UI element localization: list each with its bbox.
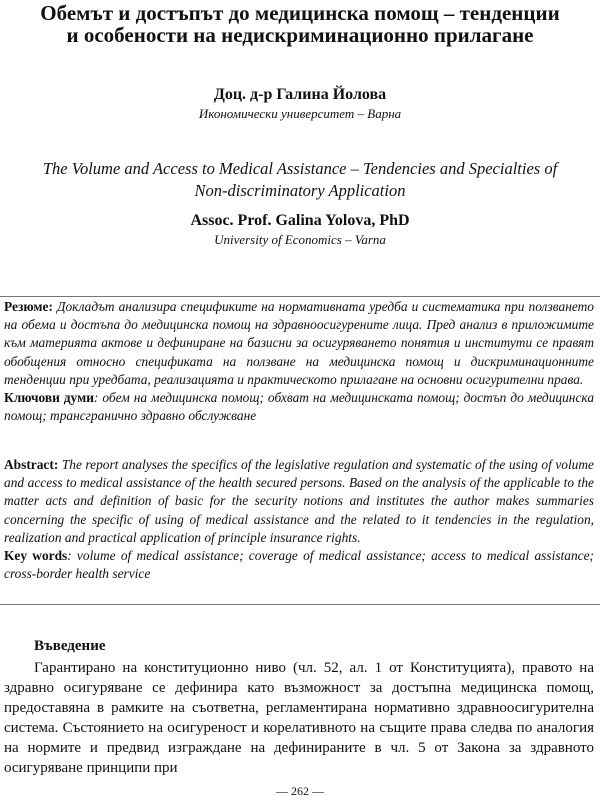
author-affiliation-en: University of Economics – Varna	[214, 232, 386, 247]
keywords-en-label: Key words	[4, 548, 68, 564]
abstract-en	[4, 456, 594, 547]
abstract-en-label: Abstract:	[4, 457, 59, 472]
keywords-bg	[4, 389, 594, 425]
keywords-bg-text: : обем на медицинска помощ; обхват на медицинската помощ; достъп до медицинска помощ; трансгранично здравно обслужване	[4, 390, 595, 424]
keywords-en	[4, 547, 594, 583]
summary-bg-text: Докладът анализира спецификите на нормативната уредба и систематика при ползването на обема и достъпа до медицинска помощ на здравноосигурените лица. Пред анализ в приложимите към материята актове и дефиниране на базисни за осигуряването понятия и институти се правят обобщения относно спецификата на ползване на медицинска помощ и дискриминационните тенденции при уредбата, реализацията и практическото прилагане на основни осигурителни права.	[4, 299, 594, 387]
summary-bg	[4, 298, 594, 389]
keywords-bg-label: Ключови думи	[4, 390, 94, 406]
paper-title-en: The Volume and Access to Medical Assistance – Tendencies and Specialties of Non-discriminatory Application	[42, 159, 558, 200]
paper-title-bg: Обемът и достъпът до медицинска помощ – тенденции и особености на недискриминационно прилагане	[40, 1, 560, 47]
section-title: Въведение	[34, 638, 106, 654]
author-name-bg: Доц. д-р Галина Йолова	[213, 86, 387, 103]
author-name-en: Assoc. Prof. Galina Yolova, PhD	[190, 212, 410, 229]
abstract-en-text: The report analyses the specifics of the legislative regulation and systematic of the using of volume and access to medical assistance of the health secured persons. Based on the analysis of the applicable to the matter acts and definition of basic for the security notions and institutes the author makes summaries concerning the specific of using of medical assistance and the related to it tendencies in the regulation, realization and practical application of principle insurance rights.	[4, 457, 594, 545]
body-paragraph: Гарантирано на конституционно ниво (чл. 52, ал. 1 от Конституцията), правото на здравно осигуряване се дефинира като възможност за достъпна медицинска помощ, предоставяна в рамките на съответна, регламентирана нормативно здравноосигурителна система. Състоянието на осигуреност и корелативното на същите права следва по аналогия на нормите и предвид изграждане на дефинираните в чл. 5 от Закона за здравното осигуряване принципи при	[4, 660, 594, 776]
page-number: — 262 —	[276, 784, 324, 798]
keywords-en-text: : volume of medical assistance; coverage of medical assistance; access to medical assistance; cross-border health service	[4, 548, 594, 582]
author-affiliation-bg: Икономически университет – Варна	[198, 106, 402, 121]
summary-bg-block	[4, 298, 594, 425]
divider-bottom	[0, 604, 600, 605]
divider-top	[0, 296, 600, 297]
summary-bg-label: Резюме:	[4, 299, 53, 314]
abstract-en-block	[4, 456, 594, 583]
